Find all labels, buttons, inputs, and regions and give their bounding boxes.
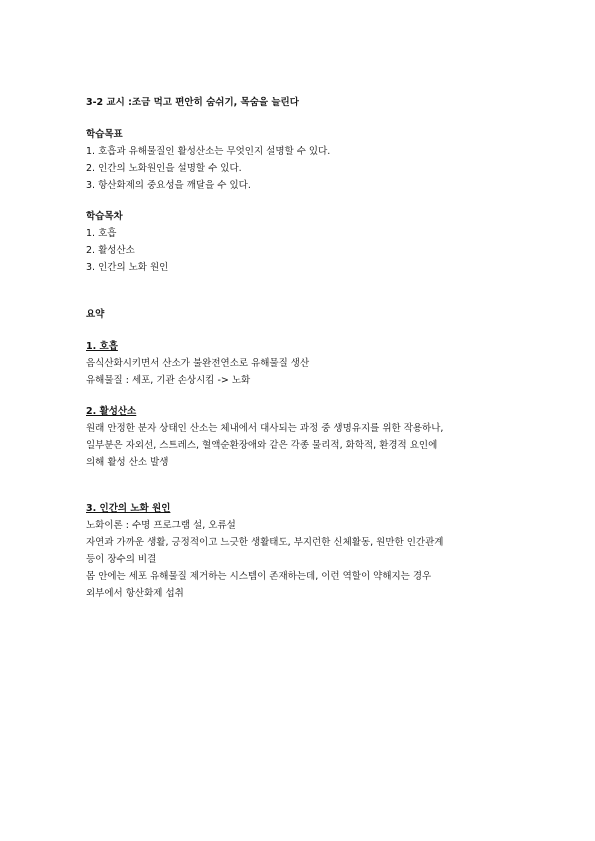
objectives-heading: 학습목표 xyxy=(86,129,123,140)
summary-section-heading: 3. 인간의 노화 원인 xyxy=(86,503,171,514)
summary-section-heading: 2. 활성산소 xyxy=(86,406,137,417)
contents-item: 1. 호흡 xyxy=(86,228,117,239)
summary-line: 원래 안정한 분자 상태인 산소는 체내에서 대사되는 과정 중 생명유지를 위한 작용하나, xyxy=(86,423,444,434)
summary-line: 등이 장수의 비결 xyxy=(86,554,157,565)
summary-line: 유해물질 : 세포, 기관 손상시킴 -> 노화 xyxy=(86,375,251,386)
summary-line: 자연과 가까운 생활, 긍정적이고 느긋한 생활태도, 부지런한 신체활동, 원만한 인간관계 xyxy=(86,537,444,548)
objective-item: 1. 호흡과 유해물질인 활성산소는 무엇인지 설명할 수 있다. xyxy=(86,146,331,157)
summary-line: 일부분은 자외선, 스트레스, 혈액순환장애와 같은 각종 물리적, 화학적, 환경적 요인에 xyxy=(86,440,438,451)
summary-section-heading: 1. 호흡 xyxy=(86,341,118,352)
summary-line: 외부에서 항산화제 섭취 xyxy=(86,588,184,599)
objective-item: 3. 항산화제의 중요성을 깨달을 수 있다. xyxy=(86,180,251,191)
contents-heading: 학습목차 xyxy=(86,211,123,222)
contents-item: 2. 활성산소 xyxy=(86,245,135,256)
document-title: 3-2 교시 :조금 먹고 편안히 숨쉬기, 목숨을 늘린다 xyxy=(86,97,299,108)
summary-line: 몸 안에는 세포 유해물질 제거하는 시스템이 존재하는데, 이런 역할이 약해지는 경우 xyxy=(86,571,432,582)
summary-line: 의해 활성 산소 발생 xyxy=(86,457,169,468)
summary-heading: 요약 xyxy=(86,309,105,320)
summary-line: 노화이론 : 수명 프로그램 설, 오류설 xyxy=(86,520,236,531)
objective-item: 2. 인간의 노화원인을 설명할 수 있다. xyxy=(86,163,242,174)
summary-line: 음식산화시키면서 산소가 불완전연소로 유해물질 생산 xyxy=(86,358,310,369)
contents-item: 3. 인간의 노화 원인 xyxy=(86,262,169,273)
